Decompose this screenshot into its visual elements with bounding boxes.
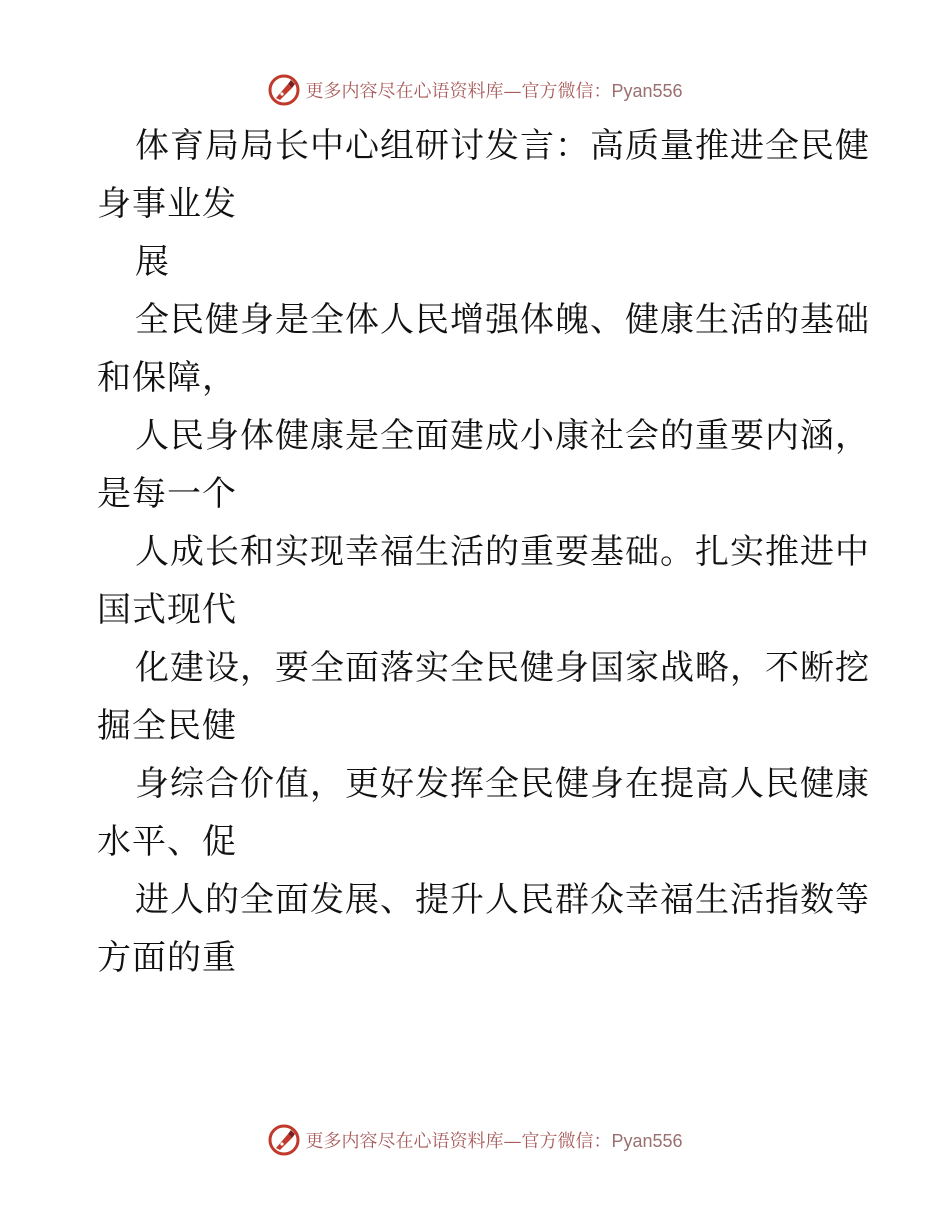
body-line-5: 和保障，	[97, 358, 237, 398]
header-dash: —	[503, 81, 522, 102]
footer-dash: —	[503, 1131, 522, 1152]
header-wechat-label: 官方微信：	[521, 81, 612, 102]
footer-wechat-label: 官方微信：	[521, 1131, 612, 1152]
body-line-1: 体育局局长中心组研讨发言：高质量推进全民健	[135, 126, 870, 166]
body-line-15: 方面的重	[97, 938, 237, 978]
body-line-14: 进人的全面发展、提升人民群众幸福生活指数等	[135, 880, 870, 920]
header-site-label: 更多内容尽在心语资料库	[305, 81, 504, 102]
header-wechat-id: Pyan556	[611, 81, 683, 101]
body-line-12: 身综合价值，更好发挥全民健身在提高人民健康	[135, 764, 870, 804]
body-line-9: 国式现代	[97, 590, 237, 630]
body-line-13: 水平、促	[97, 822, 237, 862]
body-line-3: 展	[135, 242, 170, 282]
pen-nib-logo-icon	[267, 73, 301, 107]
footer-site-label: 更多内容尽在心语资料库	[305, 1131, 504, 1152]
header-banner	[0, 70, 950, 110]
body-line-11: 掘全民健	[97, 706, 237, 746]
footer-banner	[0, 1120, 950, 1160]
body-line-6: 人民身体健康是全面建成小康社会的重要内涵，	[135, 416, 870, 456]
header-site-text	[305, 77, 682, 103]
body-line-4: 全民健身是全体人民增强体魄、健康生活的基础	[135, 300, 870, 340]
body-line-8: 人成长和实现幸福生活的重要基础。扎实推进中	[135, 532, 870, 572]
body-line-2: 身事业发	[97, 184, 237, 224]
footer-site-text	[305, 1127, 682, 1153]
body-line-7: 是每一个	[97, 474, 237, 514]
pen-nib-logo-icon	[267, 1123, 301, 1157]
body-text-block	[97, 117, 870, 987]
footer-wechat-id: Pyan556	[611, 1131, 683, 1151]
document-body	[97, 117, 870, 987]
body-line-10: 化建设，要全面落实全民健身国家战略，不断挖	[135, 648, 870, 688]
